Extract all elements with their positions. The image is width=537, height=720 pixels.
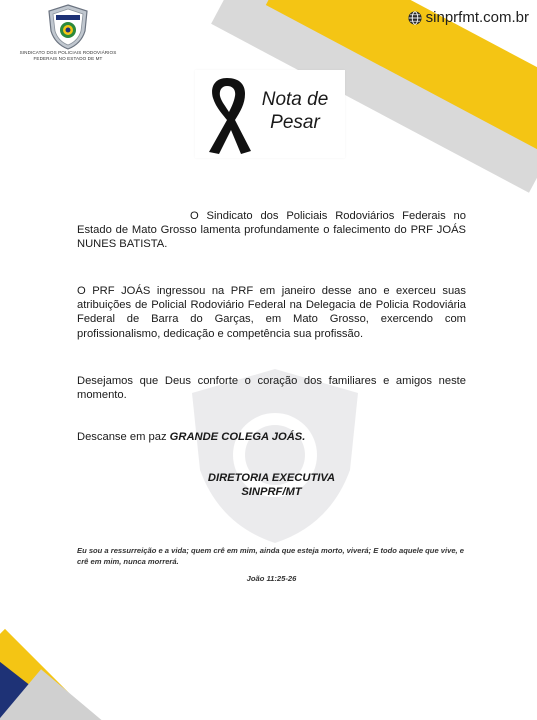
signature-block xyxy=(77,472,466,499)
paragraph-4-emphasis: GRANDE COLEGA JOÁS. xyxy=(169,431,306,443)
mourning-ribbon-icon xyxy=(200,72,254,156)
bible-verse-reference: João 11:25-26 xyxy=(246,574,297,583)
paragraph-4 xyxy=(77,430,466,444)
mourning-title-line-2: Pesar xyxy=(270,112,320,133)
mourning-title-line-1: Nota de xyxy=(261,89,329,110)
website-text[interactable]: sinprfmt.com.br xyxy=(425,9,529,26)
paragraph-2: O PRF JOÁS ingressou na PRF em janeiro desse ano e exerceu suas atribuições de Policial Rodoviário Federal na Delegacia de Policia Rodoviária Federal de Barra do Garças, em Mato Grosso, exercendo com profissionalismo, dedicação e competência sua profissão. xyxy=(77,285,466,340)
paragraph-4-prefix: Descanse em paz xyxy=(77,431,170,443)
bible-verse: Eu sou a ressurreição e a vida; quem crê em mim, ainda que esteja morto, viverá; E todo aquele que vive, e crê em mim, nunca morrerá. xyxy=(77,546,465,567)
shield-logo-icon xyxy=(46,4,90,50)
signature-line-2: SINPRF/MT xyxy=(241,485,302,498)
signature-line-1: DIRETORIA EXECUTIVA xyxy=(207,472,336,484)
website-link[interactable] xyxy=(408,9,529,26)
globe-icon xyxy=(408,11,422,25)
mourning-banner xyxy=(195,70,345,158)
paragraph-1: O Sindicato dos Policiais Rodoviários Federais no Estado de Mato Grosso lamenta profundamente o falecimento do PRF JOÁS NUNES BATISTA. xyxy=(77,210,466,251)
logo-caption-line-1: SINDICATO DOS POLICIAIS RODOVIÁRIOS xyxy=(19,50,117,55)
mourning-title xyxy=(250,88,340,134)
union-logo xyxy=(8,4,128,62)
logo-caption-line-2: FEDERAIS NO ESTADO DE MT xyxy=(33,56,103,61)
paragraph-3: Desejamos que Deus conforte o coração dos familiares e amigos neste momento. xyxy=(77,375,466,402)
